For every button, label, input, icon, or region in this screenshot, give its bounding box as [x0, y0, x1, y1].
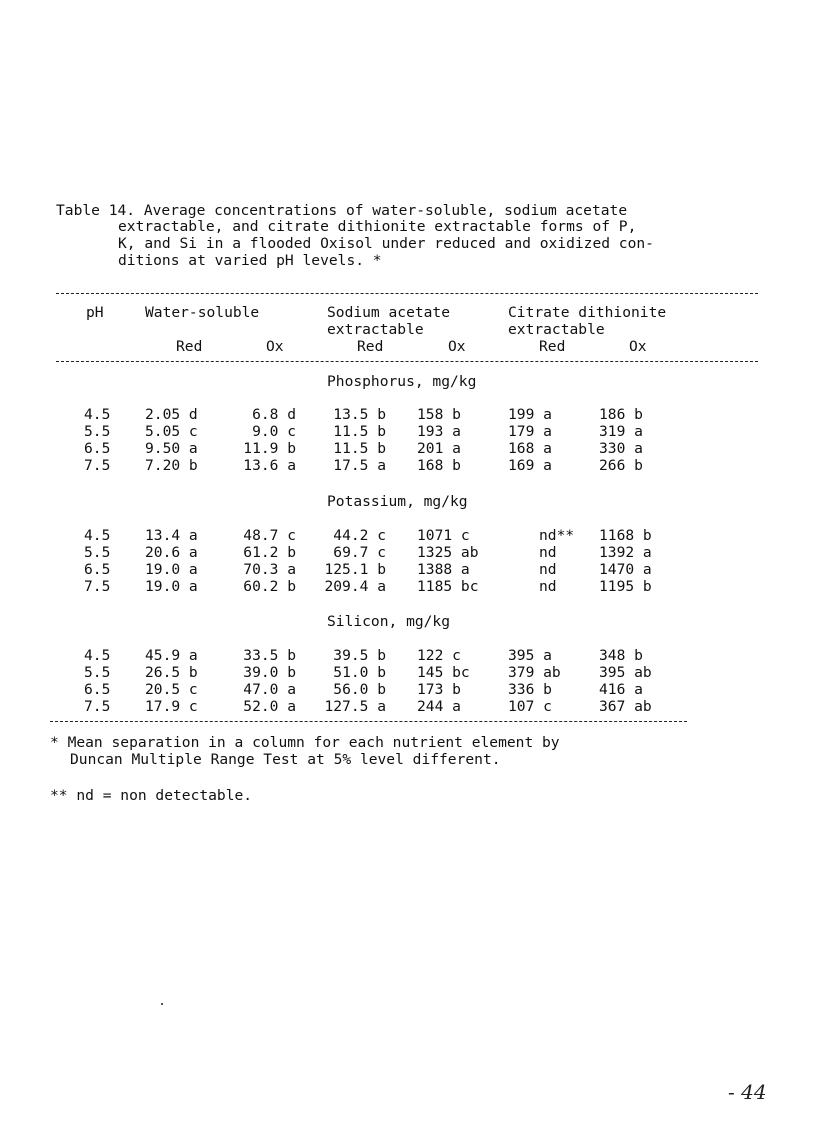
table-header-rule — [56, 361, 758, 362]
header-citrate-extractable: extractable — [508, 321, 605, 338]
cell-sodium-ox: 173 b — [417, 681, 461, 698]
cell-water-red: 19.0 a — [145, 561, 198, 578]
cell-citrate-ox: 1392 a — [599, 544, 652, 561]
table-top-rule — [56, 293, 758, 294]
cell-water-ox: 33.5 b — [243, 647, 296, 664]
header-citrate-dithionite: Citrate dithionite — [508, 304, 667, 321]
cell-water-red: 13.4 a — [145, 527, 198, 544]
cell-citrate-red: nd — [539, 561, 557, 578]
header-sodium-extractable: extractable — [327, 321, 424, 338]
header-sodium-ox: Ox — [448, 338, 466, 355]
table-row — [0, 544, 821, 561]
cell-citrate-red: nd — [539, 544, 557, 561]
cell-sodium-ox: 244 a — [417, 698, 461, 715]
cell-citrate-ox: 330 a — [599, 440, 643, 457]
cell-sodium-red: 11.5 b — [333, 440, 386, 457]
cell-ph: 6.5 — [84, 440, 111, 457]
table-row — [0, 561, 821, 578]
cell-water-ox: 9.0 c — [252, 423, 296, 440]
cell-citrate-red: 336 b — [508, 681, 552, 698]
cell-water-red: 19.0 a — [145, 578, 198, 595]
cell-sodium-red: 69.7 c — [333, 544, 386, 561]
table-row — [0, 681, 821, 698]
header-sodium-acetate: Sodium acetate — [327, 304, 451, 321]
cell-ph: 4.5 — [84, 527, 111, 544]
cell-citrate-ox: 416 a — [599, 681, 643, 698]
header-water-red: Red — [176, 338, 203, 355]
cell-sodium-ox: 201 a — [417, 440, 461, 457]
cell-sodium-red: 51.0 b — [333, 664, 386, 681]
cell-water-red: 7.20 b — [145, 457, 198, 474]
cell-water-ox: 39.0 b — [243, 664, 296, 681]
table-row — [0, 457, 821, 474]
cell-sodium-ox: 158 b — [417, 406, 461, 423]
cell-water-red: 17.9 c — [145, 698, 198, 715]
cell-citrate-ox: 367 ab — [599, 698, 652, 715]
cell-sodium-ox: 1388 a — [417, 561, 470, 578]
cell-water-ox: 52.0 a — [243, 698, 296, 715]
header-ph: pH — [86, 304, 104, 321]
header-citrate-red: Red — [539, 338, 566, 355]
cell-water-red: 2.05 d — [145, 406, 198, 423]
cell-citrate-ox: 1195 b — [599, 578, 652, 595]
cell-citrate-red: 395 a — [508, 647, 552, 664]
cell-water-red: 20.6 a — [145, 544, 198, 561]
cell-ph: 6.5 — [84, 561, 111, 578]
header-citrate-ox: Ox — [629, 338, 647, 355]
section-title-potassium: Potassium, mg/kg — [327, 493, 468, 510]
cell-citrate-ox: 1470 a — [599, 561, 652, 578]
cell-sodium-ox: 122 c — [417, 647, 461, 664]
cell-citrate-ox: 319 a — [599, 423, 643, 440]
cell-water-red: 26.5 b — [145, 664, 198, 681]
cell-water-ox: 47.0 a — [243, 681, 296, 698]
cell-water-red: 45.9 a — [145, 647, 198, 664]
section-title-phosphorus: Phosphorus, mg/kg — [327, 373, 477, 390]
cell-citrate-red: nd — [539, 578, 557, 595]
table-row — [0, 527, 821, 544]
cell-sodium-ox: 1185 bc — [417, 578, 479, 595]
cell-sodium-red: 56.0 b — [333, 681, 386, 698]
cell-sodium-red: 44.2 c — [333, 527, 386, 544]
table-row — [0, 406, 821, 423]
cell-citrate-red: 199 a — [508, 406, 552, 423]
cell-sodium-red: 13.5 b — [333, 406, 386, 423]
table-caption-line-1: Table 14. Average concentrations of water-soluble, sodium acetate — [56, 202, 628, 219]
cell-citrate-red: 179 a — [508, 423, 552, 440]
cell-sodium-ox: 1325 ab — [417, 544, 479, 561]
cell-citrate-red: 107 c — [508, 698, 552, 715]
cell-citrate-red: 168 a — [508, 440, 552, 457]
footnote-nd: ** nd = non detectable. — [50, 787, 253, 804]
scan-speck — [161, 1003, 163, 1005]
table-row — [0, 647, 821, 664]
cell-water-red: 20.5 c — [145, 681, 198, 698]
table-row — [0, 440, 821, 457]
cell-sodium-red: 39.5 b — [333, 647, 386, 664]
cell-ph: 5.5 — [84, 423, 111, 440]
cell-citrate-red: nd** — [539, 527, 575, 544]
table-bottom-rule — [50, 721, 687, 722]
handwritten-page-number: - 44 — [728, 1080, 767, 1104]
header-water-ox: Ox — [266, 338, 284, 355]
cell-water-ox: 70.3 a — [243, 561, 296, 578]
cell-ph: 5.5 — [84, 664, 111, 681]
cell-sodium-red: 17.5 a — [333, 457, 386, 474]
cell-citrate-red: 379 ab — [508, 664, 561, 681]
cell-water-ox: 60.2 b — [243, 578, 296, 595]
table-row — [0, 578, 821, 595]
cell-sodium-ox: 145 bc — [417, 664, 470, 681]
footnote-mean-separation-line-1: * Mean separation in a column for each nutrient element by — [50, 734, 560, 751]
cell-citrate-ox: 1168 b — [599, 527, 652, 544]
cell-sodium-ox: 1071 c — [417, 527, 470, 544]
cell-citrate-ox: 266 b — [599, 457, 643, 474]
cell-water-ox: 13.6 a — [243, 457, 296, 474]
cell-citrate-ox: 395 ab — [599, 664, 652, 681]
header-sodium-red: Red — [357, 338, 384, 355]
table-row — [0, 698, 821, 715]
cell-citrate-ox: 186 b — [599, 406, 643, 423]
cell-ph: 7.5 — [84, 698, 111, 715]
cell-water-red: 9.50 a — [145, 440, 198, 457]
cell-water-red: 5.05 c — [145, 423, 198, 440]
cell-ph: 7.5 — [84, 457, 111, 474]
header-water-soluble: Water-soluble — [145, 304, 260, 321]
table-row — [0, 664, 821, 681]
cell-sodium-red: 11.5 b — [333, 423, 386, 440]
table-caption-line-3: K, and Si in a flooded Oxisol under reduced and oxidized con- — [118, 235, 654, 252]
cell-citrate-red: 169 a — [508, 457, 552, 474]
cell-sodium-ox: 168 b — [417, 457, 461, 474]
cell-ph: 4.5 — [84, 406, 111, 423]
table-row — [0, 423, 821, 440]
cell-sodium-red: 209.4 a — [324, 578, 386, 595]
table-caption-line-4: ditions at varied pH levels. * — [118, 252, 382, 269]
table-caption-line-2: extractable, and citrate dithionite extractable forms of P, — [118, 218, 637, 235]
cell-sodium-red: 127.5 a — [324, 698, 386, 715]
cell-citrate-ox: 348 b — [599, 647, 643, 664]
cell-water-ox: 48.7 c — [243, 527, 296, 544]
footnote-mean-separation-line-2: Duncan Multiple Range Test at 5% level different. — [70, 751, 501, 768]
section-title-silicon: Silicon, mg/kg — [327, 613, 451, 630]
cell-sodium-red: 125.1 b — [324, 561, 386, 578]
cell-water-ox: 11.9 b — [243, 440, 296, 457]
cell-ph: 6.5 — [84, 681, 111, 698]
cell-water-ox: 6.8 d — [252, 406, 296, 423]
cell-water-ox: 61.2 b — [243, 544, 296, 561]
cell-ph: 4.5 — [84, 647, 111, 664]
cell-ph: 7.5 — [84, 578, 111, 595]
cell-ph: 5.5 — [84, 544, 111, 561]
cell-sodium-ox: 193 a — [417, 423, 461, 440]
